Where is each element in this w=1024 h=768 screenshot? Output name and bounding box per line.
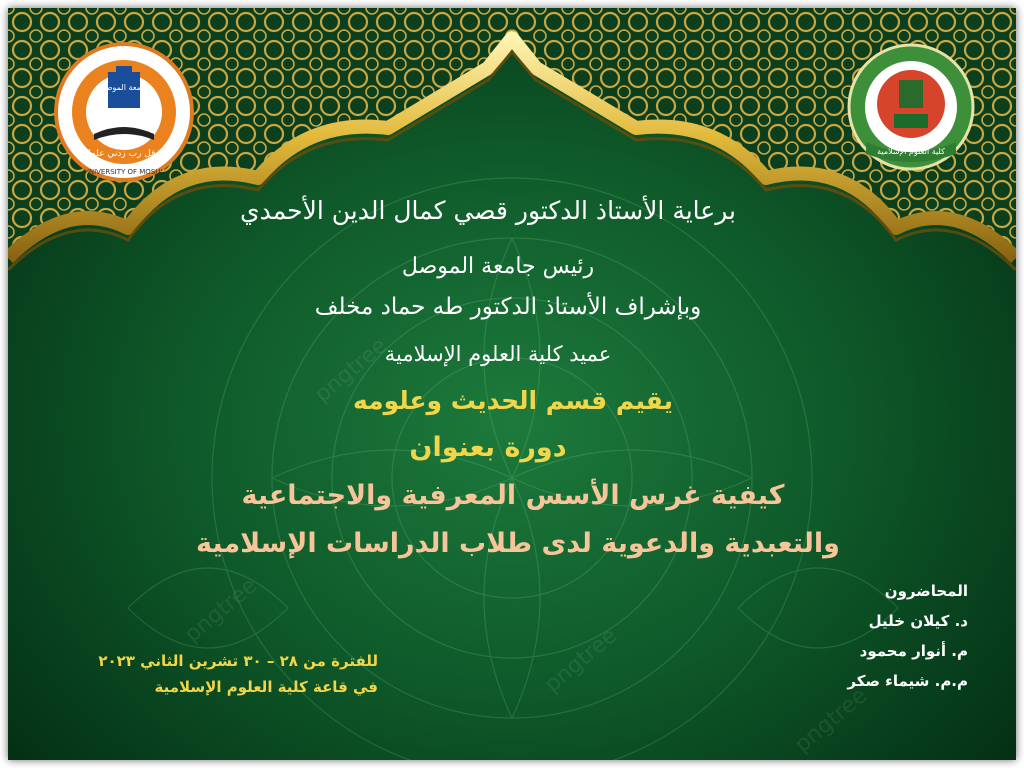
poster (8, 8, 1016, 760)
organizer-line: يقيم قسم الحديث وعلومه (352, 386, 674, 415)
svg-text:UNIVERSITY OF MOSUL: UNIVERSITY OF MOSUL (83, 168, 165, 176)
svg-text:كلية العلوم الإسلامية: كلية العلوم الإسلامية (877, 147, 945, 156)
watermark: pngtree (180, 573, 263, 648)
patronage-line: برعاية الأستاذ الدكتور قصي كمال الدين الأحمدي (240, 196, 736, 225)
event-venue: في قاعة كلية العلوم الإسلامية (154, 678, 378, 696)
lecturer-name: م.م. شيماء صكر (847, 672, 968, 690)
event-block (58, 648, 378, 700)
course-title-line-1: كيفية غرس الأسس المعرفية والاجتماعية (241, 480, 785, 511)
watermark: pngtree (540, 623, 623, 698)
course-title-line-2: والتعبدية والدعوية لدى طلاب الدراسات الإسلامية (196, 528, 840, 559)
lecturer-name: م. أنوار محمود (859, 642, 968, 660)
course-intro: دورة بعنوان (409, 432, 567, 463)
svg-text:جامعة الموصل: جامعة الموصل (99, 83, 149, 92)
university-of-mosul-logo (54, 42, 194, 182)
dean-line: عميد كلية العلوم الإسلامية (384, 342, 612, 366)
event-period: للفترة من ٢٨ – ٣٠ تشرين الثاني ٢٠٢٣ (98, 652, 378, 670)
university-president-line: رئيس جامعة الموصل (401, 254, 595, 279)
watermark: pngtree (790, 683, 873, 758)
lecturer-name: د. كيلان خليل (868, 612, 968, 630)
lecturers-block (798, 576, 968, 696)
lecturers-heading: المحاضرون (884, 582, 968, 600)
college-of-islamic-sciences-logo (846, 42, 976, 172)
watermark: pngtree (310, 333, 393, 408)
svg-text:وقل رب زدني علما: وقل رب زدني علما (88, 149, 160, 159)
supervision-line: وبإشراف الأستاذ الدكتور طه حماد مخلف (314, 294, 702, 320)
